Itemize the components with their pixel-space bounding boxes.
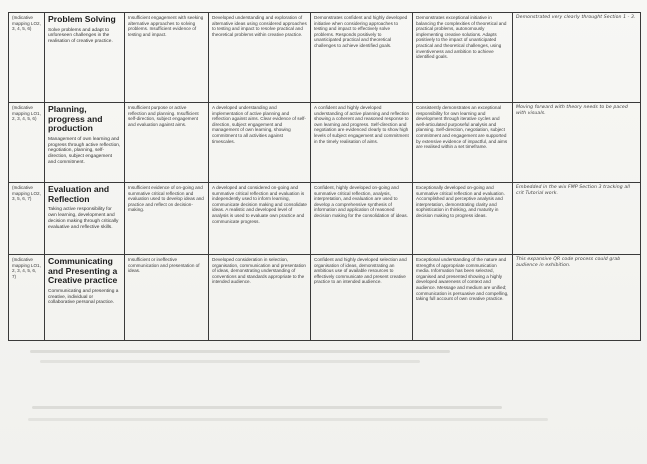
grade-descriptor: Developed consideration in selection, organisation, communication and presentation of ideas, demonstrating understanding of conventions and standards appropriate to the intended audience.	[209, 255, 311, 341]
grade-descriptor: Confident and highly developed selection and organisation of ideas, demonstrating an ambitious use of available resources to effectively communicate and present creative practice to an intended audience.	[311, 255, 413, 341]
criterion-cell	[45, 103, 125, 183]
handwritten-feedback: Moving forward with theory needs to be paced with visuals.	[513, 103, 641, 183]
criterion-description: Taking active responsibility for own learning, development and decision making through critically evaluative and reflective skills.	[48, 207, 119, 230]
lo-mapping: (Indicative mapping LO2, 3, 5, 6, 7)	[9, 183, 45, 255]
bleed-through-line	[30, 350, 450, 353]
criterion-title: Evaluation and Reflection	[48, 184, 110, 204]
grade-descriptor: Demonstrates confident and highly developed initiative when considering approaches to testing and impact to effectively solve problems. Responds positively to unanticipated practical and theoretical challenges to achieve identified goals.	[311, 13, 413, 103]
grade-descriptor: Confident, highly developed on-going and summative critical reflection, analysis, interpretation, and evaluation are used to develop a comprehensive synthesis of information and application of reasoned decision making for the consolidation of ideas.	[311, 183, 413, 255]
lo-mapping: (Indicative mapping LO2, 3, 4, 5, 6)	[9, 13, 45, 103]
criterion-description: Solve problems and adapt to unforeseen challenges in the realisation of creative practice.	[48, 27, 113, 45]
handwritten-feedback: Embedded in the wix FMP Section 3 tracking all crit Tutorial work.	[513, 183, 641, 255]
grade-descriptor: Insufficient or ineffective communication and presentation of ideas.	[125, 255, 209, 341]
lo-mapping: (Indicative mapping LO1, 2, 3, 4, 5, 6, 7)	[9, 255, 45, 341]
criterion-description: Communicating and presenting a creative, individual or collaborative personal practice.	[48, 288, 119, 306]
rubric-row	[9, 103, 641, 183]
grade-descriptor: A developed and considered on-going and summative critical reflection and evaluation is independently used to inform learning, communicate decision making and consolidate ideas. A realistic and developed level of analysis is used to evaluate own practice and communicate progress.	[209, 183, 311, 255]
grade-descriptor: Demonstrates exceptional initiative in balancing the complexities of theoretical and practical problems, autonomously implementing creative solutions. Adapts positively to the impact of unanticipated practical and theoretical challenges, using inventiveness and ambition to achieve identified goals.	[413, 13, 513, 103]
criterion-title: Problem Solving	[48, 14, 116, 24]
handwritten-feedback: Demonstrated very clearly throught Section 1 - 3.	[513, 13, 641, 103]
criterion-cell	[45, 255, 125, 341]
criterion-title: Communicating and Presenting a Creative practice	[48, 256, 118, 286]
rubric-row	[9, 183, 641, 255]
grade-descriptor: Exceptional understanding of the nature and strengths of appropriate communication media. Information has been selected, organised and presented showing a highly developed awareness of context and audience. Message and medium are unified; communication is persuasive and compelling, taking full account of own creative practice.	[413, 255, 513, 341]
grade-descriptor: A confident and highly developed understanding of active planning and reflection showing a coherent and reasoned response to own learning and progress. Self-direction and negotiation are evidenced clearly to show high levels of subject engagement and commitment in the timely realisation of aims.	[311, 103, 413, 183]
grade-descriptor: Consistently demonstrates an exceptional responsibility for own learning and development through iterative cycles and well-articulated purposeful analysis and planning. Self-direction, negotiation, subject commitment and engagement are supported by extensive evidence of impactful, and aims are realised within a set timeframe.	[413, 103, 513, 183]
rubric-row	[9, 255, 641, 341]
grade-descriptor: Insufficient evidence of on-going and summative critical reflection and evaluation used to develop ideas and practice and reflect on decision-making.	[125, 183, 209, 255]
assessment-rubric-table	[8, 12, 641, 341]
criterion-cell	[45, 13, 125, 103]
grade-descriptor: A developed understanding and implementation of active planning and reflection against aims. Clear evidence of self-direction, subject engagement and management of own learning, showing commitment to all activities against timescales.	[209, 103, 311, 183]
handwritten-feedback: This expansive QR code process could grab audience in exhibition.	[513, 255, 641, 341]
grade-descriptor: Developed understanding and exploration of alternative ideas using considered approaches to testing and impact to resolve practical and theoretical problems within creative practice.	[209, 13, 311, 103]
bleed-through-line	[40, 360, 420, 363]
criterion-cell	[45, 183, 125, 255]
rubric-row	[9, 13, 641, 103]
bleed-through-text	[555, 2, 645, 10]
grade-descriptor: Exceptionally developed on-going and summative critical reflection and evaluation. Accomplished and perceptive analysis and interpretation, demonstrating clarity and sophistication in thinking, and maturity in decision making to progress ideas.	[413, 183, 513, 255]
lo-mapping: (Indicative mapping LO1, 2, 3, 4, 5, 6)	[9, 103, 45, 183]
bleed-through-line	[28, 418, 548, 421]
bleed-through-line	[32, 406, 502, 409]
criterion-description: Management of own learning and progress through active reflection, negotiation, planning, self-direction, subject engagement and commitment.	[48, 136, 121, 165]
grade-descriptor: Insufficient engagement with seeking alternative approaches to solving problems. Insufficient evidence of testing and impact.	[125, 13, 209, 103]
criterion-title: Planning, progress and production	[48, 104, 103, 134]
grade-descriptor: Insufficient purpose or active reflection and planning. Insufficient self-direction, subject engagement and evaluation against aims.	[125, 103, 209, 183]
